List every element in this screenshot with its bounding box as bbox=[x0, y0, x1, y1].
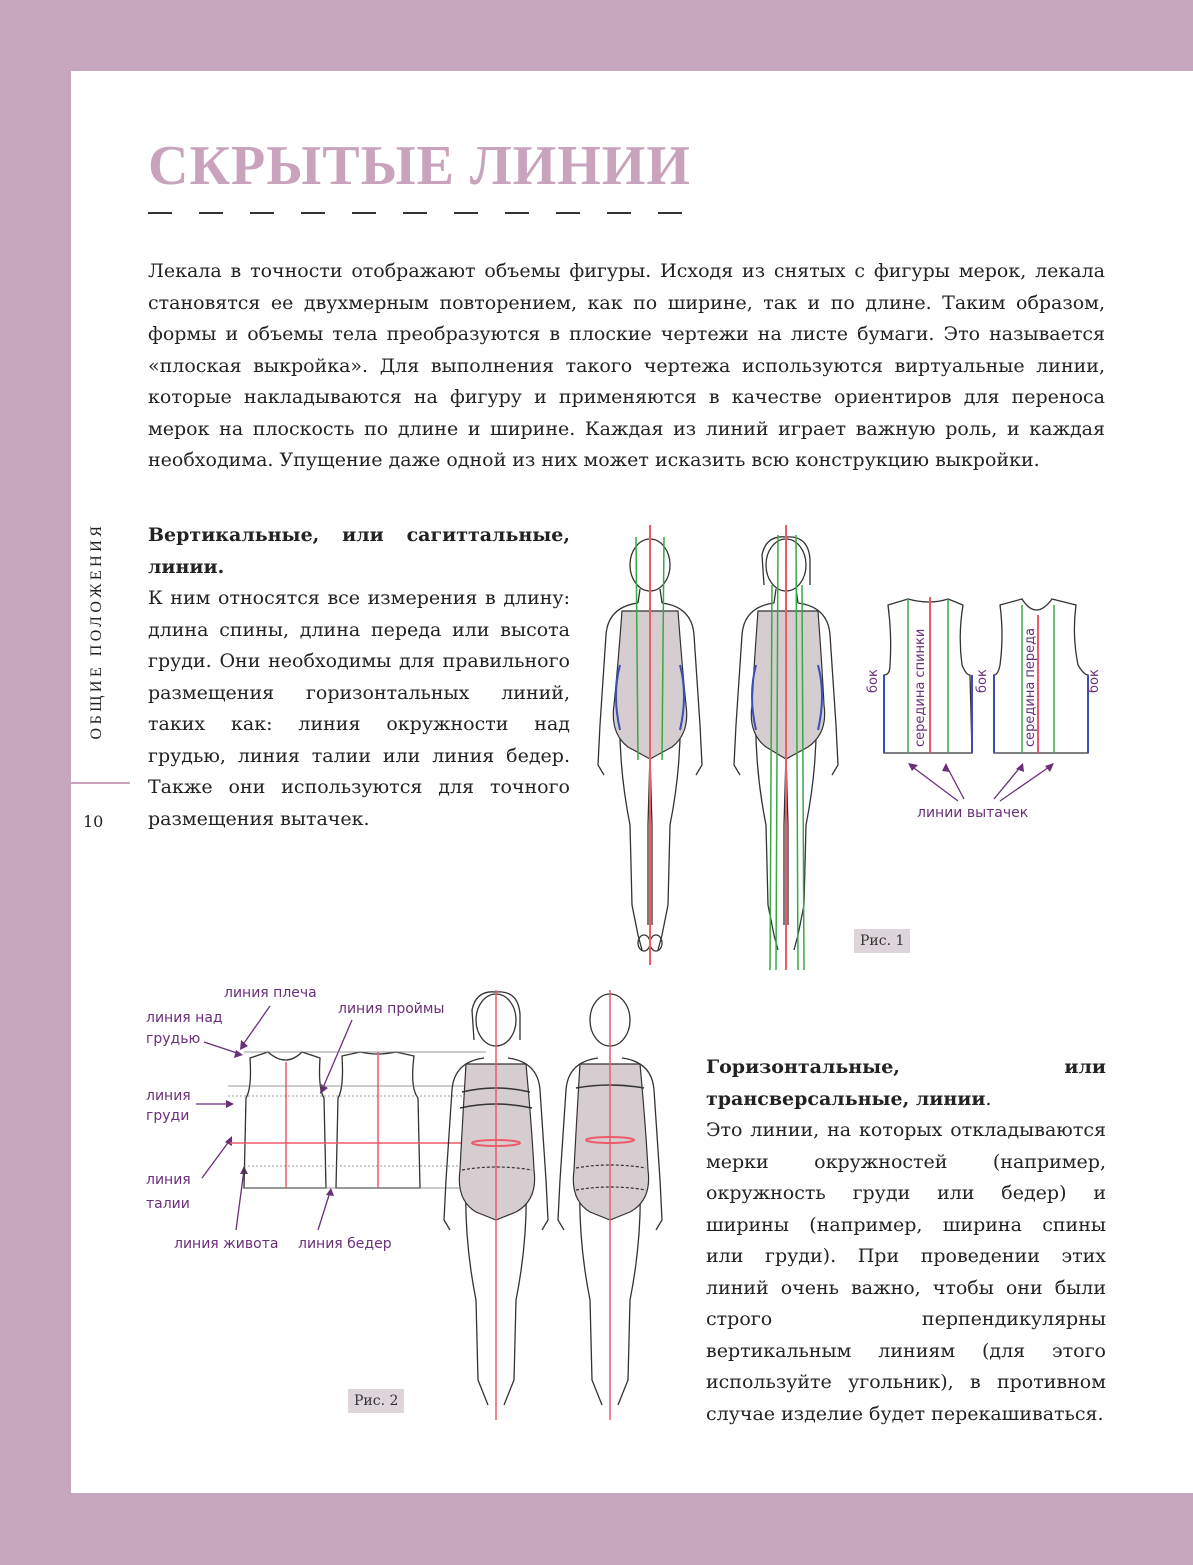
horizontal-lines-heading: Горизонтальные, или трансверсальные, линии bbox=[706, 1056, 1106, 1110]
label-above-bust-1: линия над bbox=[146, 1010, 223, 1026]
label-above-bust-2: грудью bbox=[146, 1031, 201, 1047]
label-armhole-line: линия проймы bbox=[338, 1001, 445, 1017]
figure-2-caption: Рис. 2 bbox=[348, 1389, 404, 1413]
back-pattern-piece bbox=[884, 599, 972, 753]
label-bust-1: линия bbox=[146, 1088, 191, 1104]
label-belly-line: линия живота bbox=[174, 1236, 279, 1252]
label-side-1: бок bbox=[866, 669, 881, 693]
vertical-lines-heading: Вертикальные, или сагиттальные, линии. bbox=[148, 524, 570, 578]
section-tab bbox=[82, 503, 112, 759]
fig2-arrows bbox=[196, 1006, 352, 1230]
fig2-front-pattern bbox=[244, 1052, 326, 1188]
front-body-fill bbox=[751, 611, 824, 759]
front-pattern-piece bbox=[994, 599, 1088, 753]
figure-1 bbox=[590, 525, 1120, 975]
front-pattern-side bbox=[994, 675, 1088, 753]
label-bust-2: груди bbox=[146, 1108, 190, 1124]
vertical-lines-section bbox=[148, 520, 570, 835]
title-underline bbox=[148, 212, 682, 214]
label-shoulder-line: линия плеча bbox=[224, 985, 317, 1001]
section-name: ОБЩИЕ ПОЛОЖЕНИЯ bbox=[88, 522, 105, 740]
figure-2 bbox=[140, 980, 680, 1430]
back-pattern-side bbox=[884, 675, 972, 753]
label-back-center: середина спинки bbox=[913, 628, 928, 747]
horizontal-lines-text: Это линии, на которых откладываются мерки окружностей (например, окружность груди или бедер) и ширины (например, ширина спины или груди). При проведении этих линий очень важно, чтобы они были строго перпендикулярны вертикальным линиям (для этого используйте угольник), в противном случае изделие будет перекашиваться. bbox=[706, 1119, 1106, 1425]
label-darts: линии вытачек bbox=[917, 805, 1029, 821]
front-green-line-2 bbox=[776, 535, 778, 970]
page-title: СКРЫТЫЕ ЛИНИИ bbox=[148, 135, 691, 197]
vertical-lines-text: К ним относятся все измерения в длину: длина спины, длина переда или высота груди. Они необходимы для правильного размещения горизонтальных линий, таких как: линия окружности над грудью, линия талии или линия бедер. Также они используются для точного размещения вытачек. bbox=[148, 587, 570, 830]
label-front-center: середина переда bbox=[1023, 627, 1038, 747]
intro-paragraph: Лекала в точности отображают объемы фигуры. Исходя из снятых с фигуры мерок, лекала становятся ее двухмерным повторением, как по ширине, так и по длине. Таким образом, формы и объемы тела преобразуются в плоские чертежи на листе бумаги. Это называется «плоская выкройка». Для выполнения такого чертежа используются виртуальные линии, которые накладываются на фигуру и применяются в качестве ориентиров для переноса мерок на плоскость по длине и ширине. Каждая из линий играет важную роль, и каждая необходима. Упущение даже одной из них может исказить всю конструкцию выкройки. bbox=[148, 260, 1105, 471]
page-number: 10 bbox=[83, 812, 104, 831]
label-side-2: бок bbox=[975, 669, 990, 693]
label-waist-1: линия bbox=[146, 1172, 191, 1188]
horizontal-lines-heading-end: . bbox=[985, 1087, 992, 1110]
figure-1-caption: Рис. 1 bbox=[854, 929, 910, 953]
dart-arrows bbox=[910, 765, 1052, 801]
side-rule bbox=[71, 782, 130, 784]
label-waist-2: талии bbox=[146, 1196, 190, 1212]
dart-arrowheads bbox=[908, 763, 1054, 772]
horizontal-lines-section bbox=[706, 1052, 1106, 1430]
fig2-arrowheads bbox=[225, 1040, 334, 1196]
label-hips-line: линия бедер bbox=[298, 1236, 392, 1252]
label-side-3: бок bbox=[1087, 669, 1102, 693]
